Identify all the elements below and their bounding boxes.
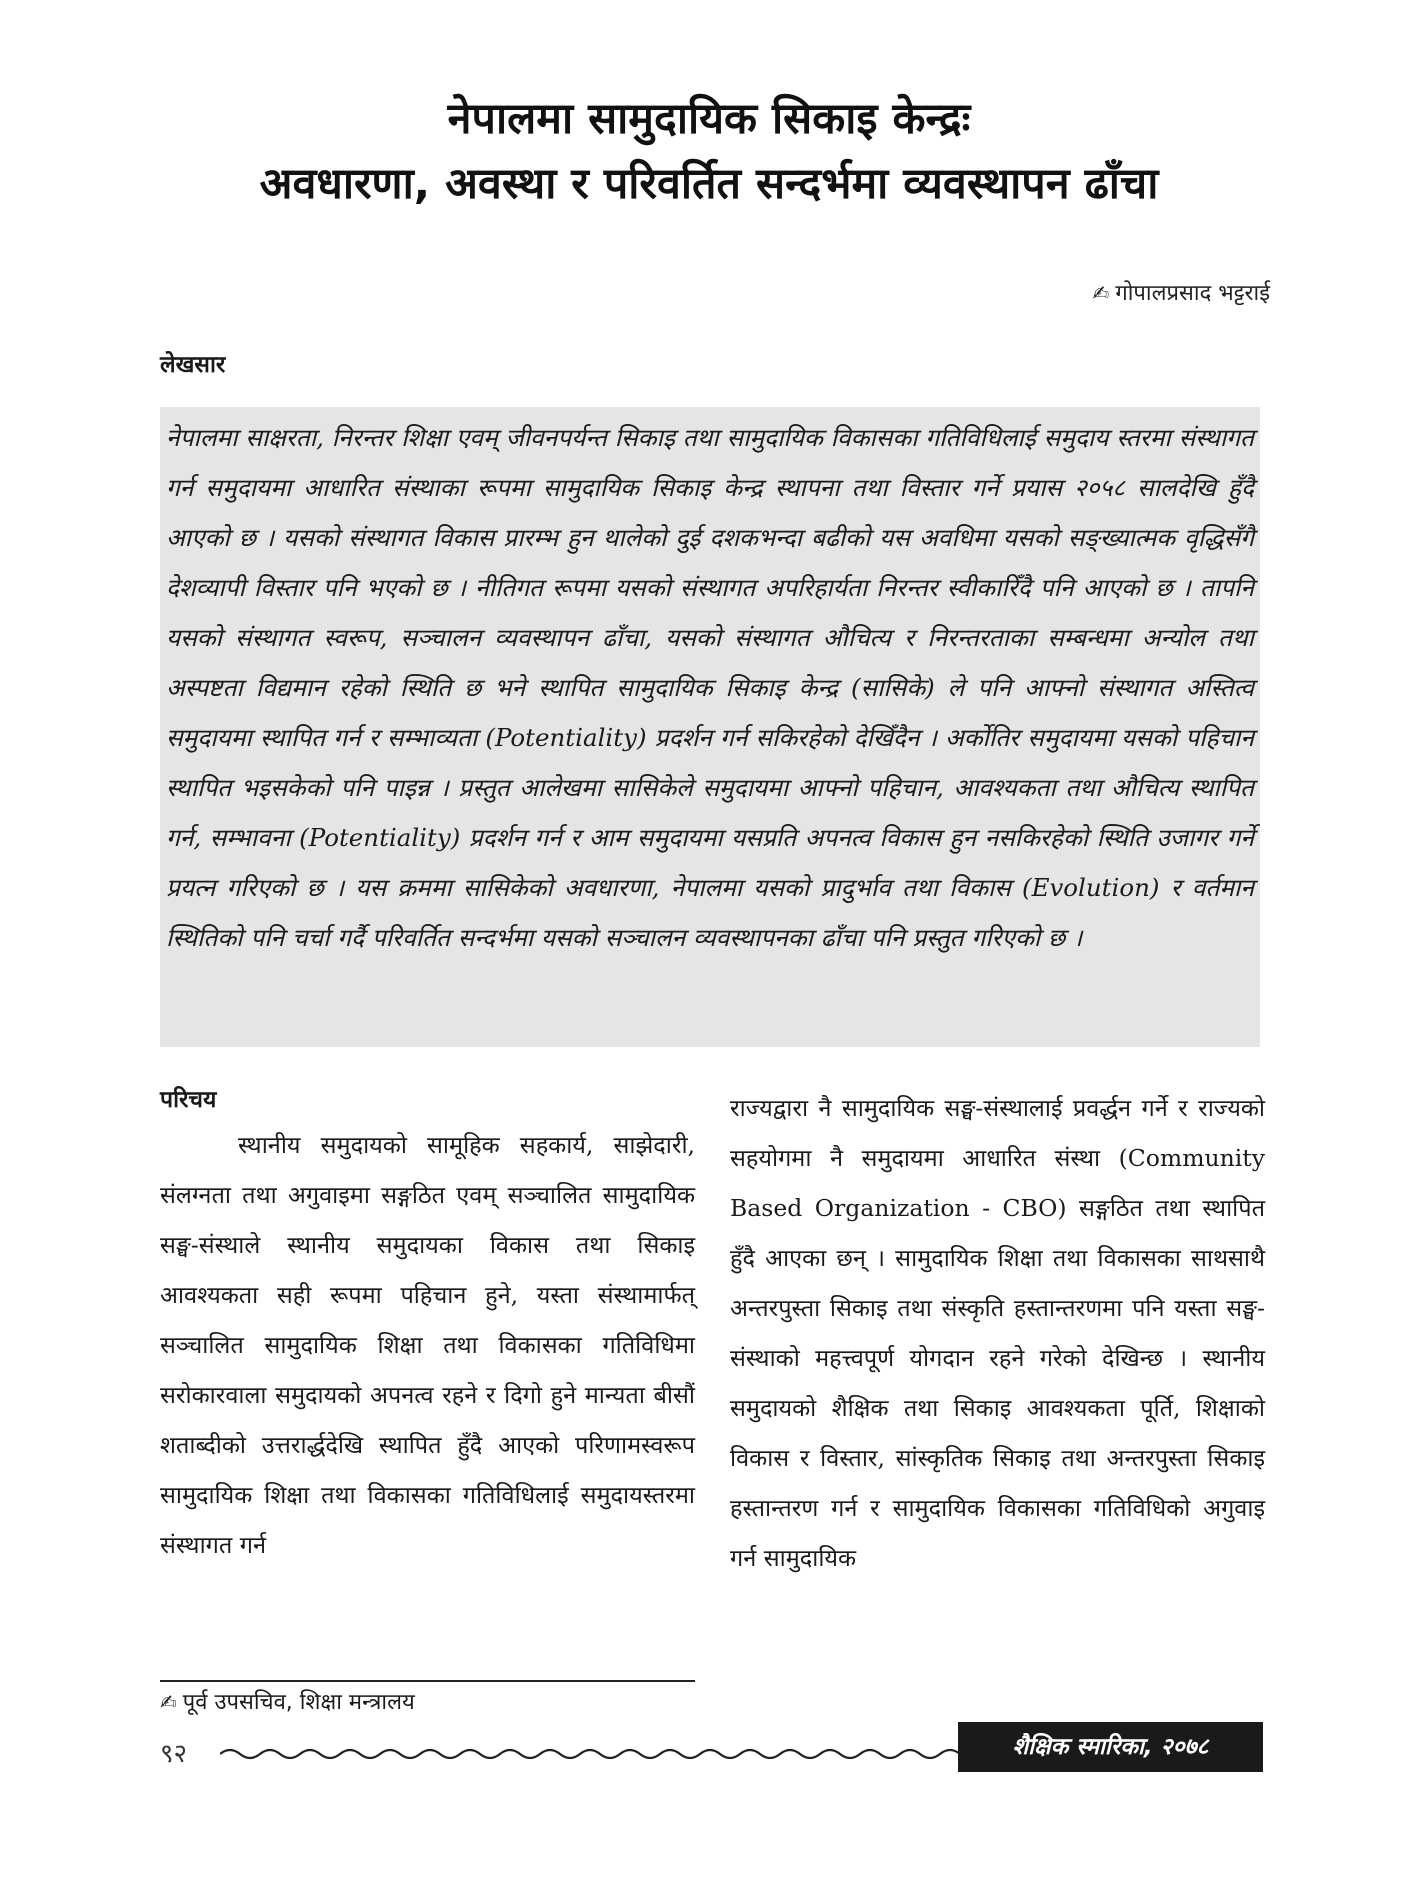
- intro-heading: परिचय: [160, 1087, 217, 1113]
- intro-paragraph-right: राज्यद्वारा नै सामुदायिक सङ्घ-संस्थालाई प्रवर्द्धन गर्ने र राज्यको सहयोगमा नै समुदायमा आधारित संस्था (Community Based Organization - CBO) सङ्गठित तथा स्थापित हुँदै आएका छन् । सामुदायिक शिक्षा तथा विकासका साथसाथै अन्तरपुस्ता सिकाइ तथा संस्कृति हस्तान्तरणमा पनि यस्ता सङ्घ-संस्थाको महत्त्वपूर्ण योगदान रहने गरेको देखिन्छ । स्थानीय समुदायको शैक्षिक तथा सिकाइ आवश्यकता पूर्ति, शिक्षाको विकास र विस्तार, सांस्कृतिक सिकाइ तथा अन्तरपुस्ता सिकाइ हस्तान्तरण गर्न र सामुदायिक विकासका गतिविधिको अगुवाइ गर्न सामुदायिक: [730, 1094, 1265, 1572]
- footnote: [160, 1686, 415, 1716]
- abstract-heading: लेखसार: [160, 352, 226, 378]
- wave-divider: [220, 1744, 958, 1764]
- left-column: [160, 1080, 695, 1570]
- title-line-2: अवधारणा, अवस्था र परिवर्तित सन्दर्भमा व्यवस्थापन ढाँचा: [259, 159, 1159, 209]
- publication-banner: शैक्षिक स्मारिका, २०७८: [958, 1722, 1263, 1772]
- title-line-1: नेपालमा सामुदायिक सिकाइ केन्द्रः: [447, 94, 971, 144]
- footnote-rule: [160, 1680, 695, 1682]
- abstract-box: नेपालमा साक्षरता, निरन्तर शिक्षा एवम् जीवनपर्यन्त सिकाइ तथा सामुदायिक विकासका गतिविधिलाई समुदाय स्तरमा संस्थागत गर्न समुदायमा आधारित संस्थाका रूपमा सामुदायिक सिकाइ केन्द्र स्थापना तथा विस्तार गर्ने प्रयास २०५८ सालदेखि हुँदै आएको छ । यसको संस्थागत विकास प्रारम्भ हुन थालेको दुई दशकभन्दा बढीको यस अवधिमा यसको सङ्ख्यात्मक वृद्धिसँगै देशव्यापी विस्तार पनि भएको छ । नीतिगत रूपमा यसको संस्थागत अपरिहार्यता निरन्तर स्वीकारिँदै पनि आएको छ । तापनि यसको संस्थागत स्वरूप, सञ्चालन व्यवस्थापन ढाँचा, यसको संस्थागत औचित्य र निरन्तरताका सम्बन्धमा अन्योल तथा अस्पष्टता विद्यमान रहेको स्थिति छ भने स्थापित सामुदायिक सिकाइ केन्द्र (सासिके) ले पनि आफ्नो संस्थागत अस्तित्व समुदायमा स्थापित गर्न र सम्भाव्यता (Potentiality) प्रदर्शन गर्न सकिरहेको देखिँदैन । अर्कोतिर समुदायमा यसको पहिचान स्थापित भइसकेको पनि पाइन्न । प्रस्तुत आलेखमा सासिकेले समुदायमा आफ्नो पहिचान, आवश्यकता तथा औचित्य स्थापित गर्न, सम्भावना (Potentiality) प्रदर्शन गर्न र आम समुदायमा यसप्रति अपनत्व विकास हुन नसकिरहेको स्थिति उजागर गर्ने प्रयत्न गरिएको छ । यस क्रममा सासिकेको अवधारणा, नेपालमा यसको प्रादुर्भाव तथा विकास (Evolution) र वर्तमान स्थितिको पनि चर्चा गर्दै परिवर्तित सन्दर्भमा यसको सञ्चालन व्यवस्थापनका ढाँचा पनि प्रस्तुत गरिएको छ ।: [160, 407, 1260, 1047]
- intro-paragraph-left: स्थानीय समुदायको सामूहिक सहकार्य, साझेदारी, संलग्नता तथा अगुवाइमा सङ्गठित एवम् सञ्चालित सामुदायिक सङ्घ-संस्थाले स्थानीय समुदायका विकास तथा सिकाइ आवश्यकता सही रूपमा पहिचान हुने, यस्ता संस्थामार्फत् सञ्चालित सामुदायिक शिक्षा तथा विकासका गतिविधिमा सरोकारवाला समुदायको अपनत्व रहने र दिगो हुने मान्यता बीसौं शताब्दीको उत्तरार्द्धदेखि स्थापित हुँदै आएको परिणामस्वरूप सामुदायिक शिक्षा तथा विकासका गतिविधिलाई समुदायस्तरमा संस्थागत गर्न: [160, 1131, 695, 1559]
- article-title: [80, 94, 1338, 209]
- pen-icon: ✍: [1092, 281, 1110, 305]
- pen-icon: ✍: [160, 1690, 177, 1714]
- page-number: ९२: [160, 1739, 188, 1769]
- author-name: गोपालप्रसाद भट्टराई: [1115, 281, 1270, 306]
- right-column: [730, 1083, 1265, 1583]
- footnote-text: पूर्व उपसचिव, शिक्षा मन्त्रालय: [182, 1690, 415, 1715]
- author-byline: [1093, 277, 1270, 307]
